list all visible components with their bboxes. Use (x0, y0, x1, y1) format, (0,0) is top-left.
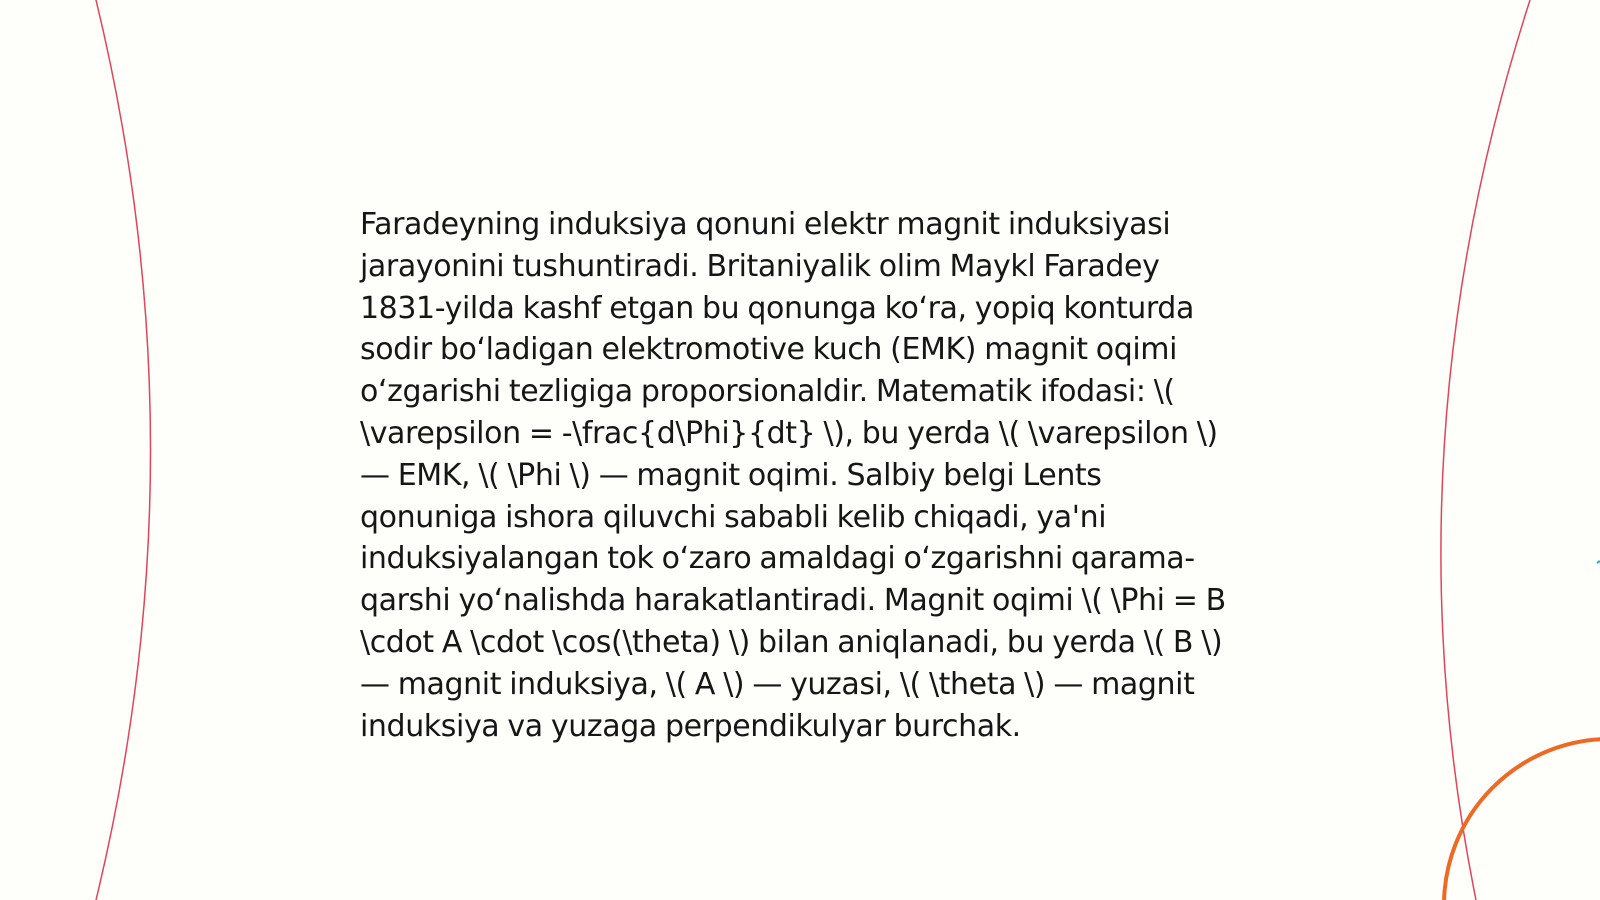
slide-body-text: Faradeyning induksiya qonuni elektr magnit induksiyasi jarayonini tushuntiradi. Britaniyalik olim Maykl Faradey 1831-yilda kashf etgan bu qonunga koʻra, yopiq konturda sodir boʻladigan elektromotive kuch (EMK) magnit oqimi oʻzgarishi tezligiga proporsionaldir. Matematik ifodasi: \( \varepsilon = -\frac{d\Phi}{dt} \), bu yerda \( \varepsilon \) — EMK, \( \Phi \) — magnit oqimi. Salbiy belgi Lents qonuniga ishora qiluvchi sababli kelib chiqadi, ya'ni induksiyalangan tok oʻzaro amaldagi oʻzgarishni qarama-qarshi yoʻnalishda harakatlantiradi. Magnit oqimi \( \Phi = B \cdot A \cdot \cos(\theta) \) bilan aniqlanadi, bu yerda \( B \) — magnit induksiya, \( A \) — yuzasi, \( \theta \) — magnit induksiya va yuzaga perpendikulyar burchak. (360, 207, 1226, 744)
orange-circle-outline (1444, 739, 1600, 900)
left-arc-line (96, 0, 151, 900)
right-arc-line (1441, 0, 1530, 900)
